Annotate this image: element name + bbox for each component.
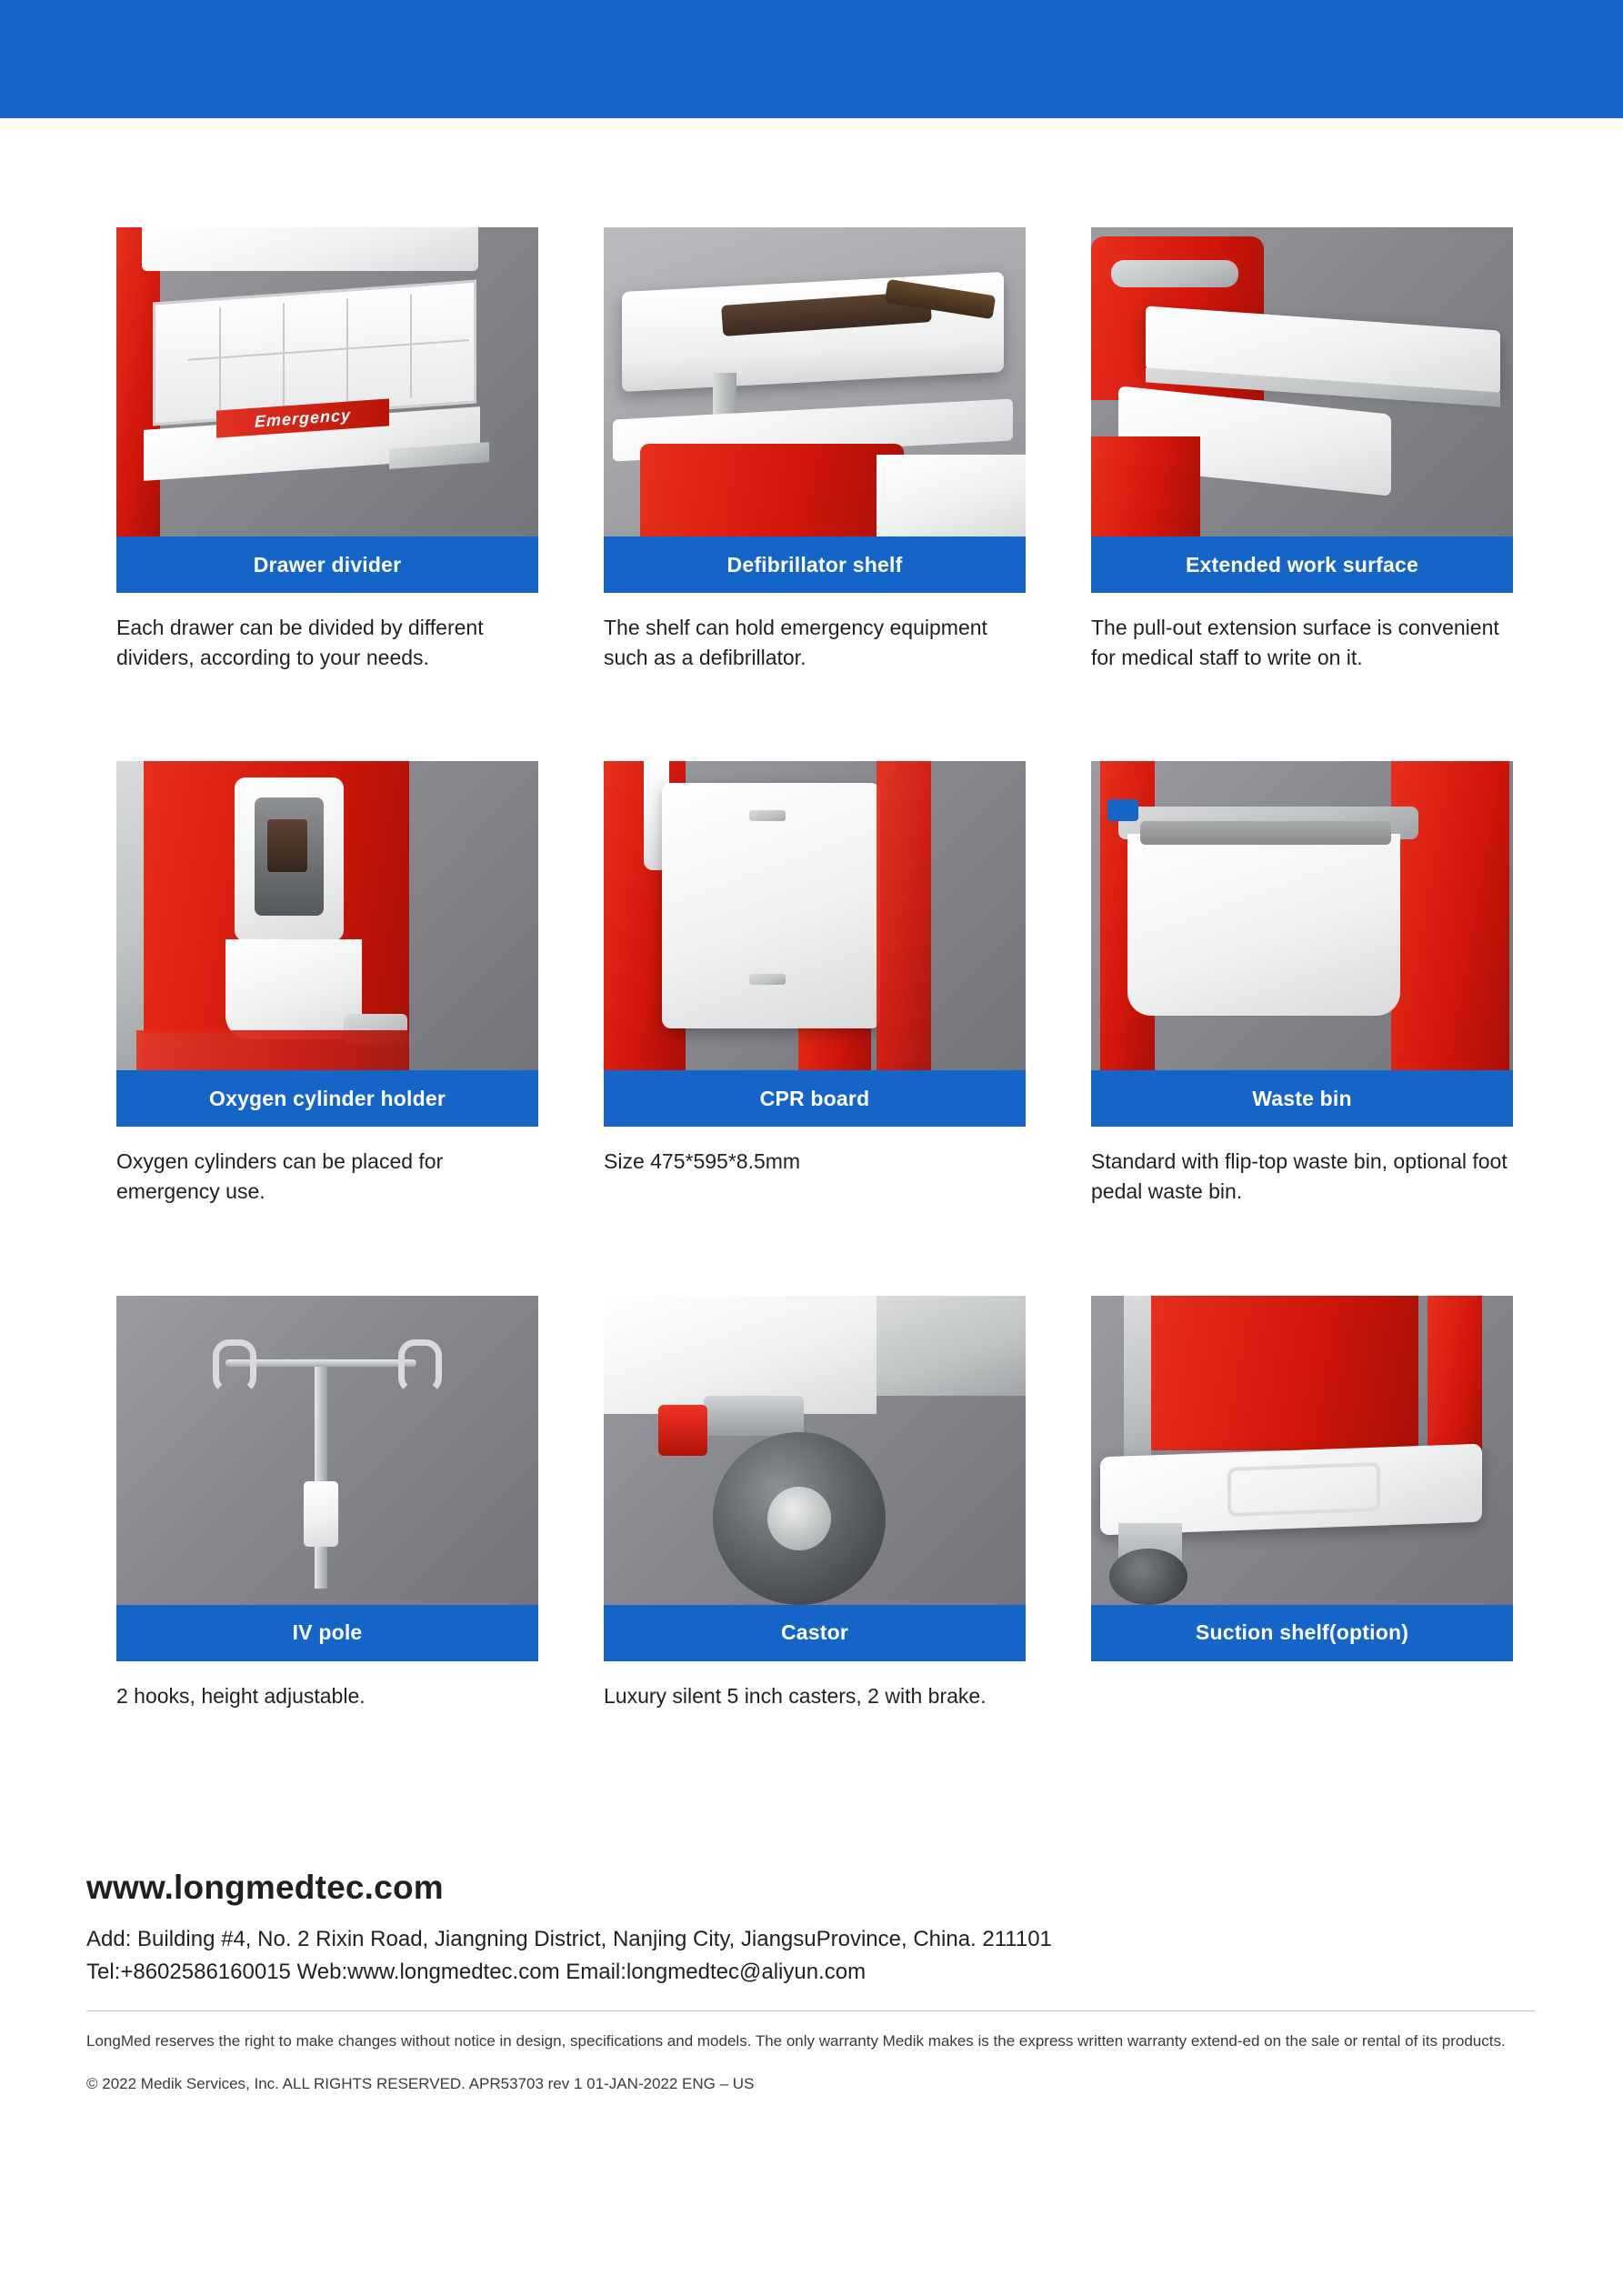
drawer-emergency-label: Emergency bbox=[216, 398, 389, 437]
feature-card-oxygen-cylinder-holder bbox=[116, 761, 538, 1206]
page-footer bbox=[0, 1869, 1623, 2093]
feature-desc-drawer-divider: Each drawer can be divided by different dividers, according to your needs. bbox=[116, 616, 484, 669]
header-band bbox=[0, 0, 1623, 118]
feature-card-extended-work-surface bbox=[1091, 227, 1513, 672]
feature-card-defibrillator-shelf bbox=[604, 227, 1026, 672]
feature-title-waste-bin: Waste bin bbox=[1091, 1070, 1513, 1127]
feature-title-oxygen-cylinder-holder: Oxygen cylinder holder bbox=[116, 1070, 538, 1127]
photo-castor bbox=[604, 1296, 1026, 1605]
footer-address bbox=[86, 1923, 1537, 1989]
feature-grid bbox=[0, 118, 1623, 1800]
footer-website[interactable]: www.longmedtec.com bbox=[86, 1869, 444, 1906]
feature-desc-oxygen-cylinder-holder: Oxygen cylinders can be placed for emergency use. bbox=[116, 1149, 444, 1203]
photo-defibrillator-shelf bbox=[604, 227, 1026, 536]
footer-address-line2: Tel:+8602586160015 Web:www.longmedtec.com Email:longmedtec@aliyun.com bbox=[86, 1960, 867, 1984]
feature-desc-defibrillator-shelf: The shelf can hold emergency equipment such as a defibrillator. bbox=[604, 616, 987, 669]
feature-card-cpr-board bbox=[604, 761, 1026, 1206]
feature-desc-waste-bin: Standard with flip-top waste bin, optional foot pedal waste bin. bbox=[1091, 1149, 1508, 1203]
photo-suction-shelf bbox=[1091, 1296, 1513, 1605]
feature-card-suction-shelf bbox=[1091, 1296, 1513, 1711]
feature-desc-castor: Luxury silent 5 inch casters, 2 with brake. bbox=[604, 1683, 987, 1708]
feature-title-iv-pole: IV pole bbox=[116, 1605, 538, 1661]
photo-cpr-board bbox=[604, 761, 1026, 1070]
feature-card-drawer-divider bbox=[116, 227, 538, 672]
footer-disclaimer: LongMed reserves the right to make changes without notice in design, specifications and models. The only warranty Medik makes is the express written warranty extend-ed on the sale or rental of its products. bbox=[86, 2032, 1506, 2050]
photo-iv-pole bbox=[116, 1296, 538, 1605]
feature-desc-cpr-board: Size 475*595*8.5mm bbox=[604, 1149, 801, 1174]
feature-card-iv-pole bbox=[116, 1296, 538, 1711]
feature-title-suction-shelf: Suction shelf(option) bbox=[1091, 1605, 1513, 1661]
feature-desc-extended-work-surface: The pull-out extension surface is convenient for medical staff to write on it. bbox=[1091, 616, 1499, 669]
photo-oxygen-cylinder-holder bbox=[116, 761, 538, 1070]
footer-address-line1: Add: Building #4, No. 2 Rixin Road, Jiangning District, Nanjing City, JiangsuProvince, China. 211101 bbox=[86, 1927, 1052, 1951]
feature-desc-iv-pole: 2 hooks, height adjustable. bbox=[116, 1683, 366, 1708]
feature-title-cpr-board: CPR board bbox=[604, 1070, 1026, 1127]
feature-title-extended-work-surface: Extended work surface bbox=[1091, 536, 1513, 593]
feature-title-drawer-divider: Drawer divider bbox=[116, 536, 538, 593]
footer-divider bbox=[86, 2010, 1536, 2011]
features-section bbox=[0, 118, 1623, 1800]
photo-extended-work-surface bbox=[1091, 227, 1513, 536]
feature-card-waste-bin bbox=[1091, 761, 1513, 1206]
photo-drawer-divider bbox=[116, 227, 538, 536]
feature-title-defibrillator-shelf: Defibrillator shelf bbox=[604, 536, 1026, 593]
feature-title-castor: Castor bbox=[604, 1605, 1026, 1661]
footer-copyright: © 2022 Medik Services, Inc. ALL RIGHTS RESERVED. APR53703 rev 1 01-JAN-2022 ENG – US bbox=[86, 2075, 755, 2093]
feature-card-castor bbox=[604, 1296, 1026, 1711]
photo-waste-bin bbox=[1091, 761, 1513, 1070]
